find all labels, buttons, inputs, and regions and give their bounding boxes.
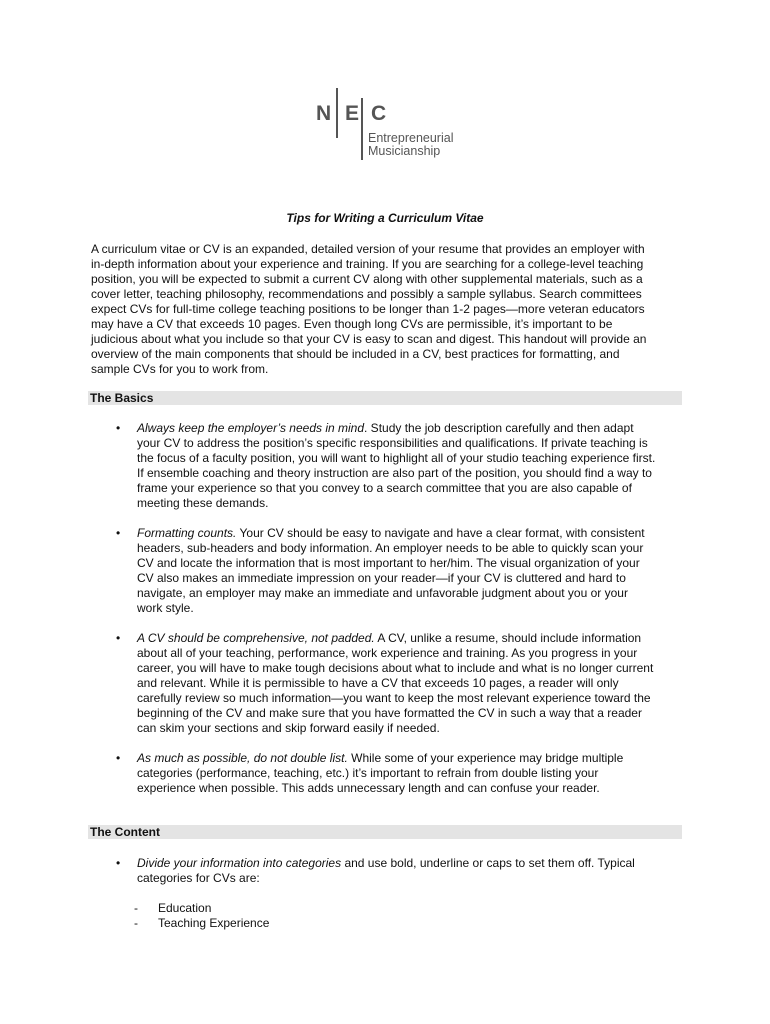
bullet-line: CV also makes an immediate impression on your reader—if your CV is cluttered and hard to bbox=[137, 571, 626, 585]
logo-line-2: Musicianship bbox=[368, 144, 441, 158]
bullet-line: navigate, an employer may make an immediate and unfavorable judgment about you or your bbox=[137, 586, 628, 600]
category-item bbox=[134, 901, 245, 916]
intro-line: cover letter, teaching philosophy, recommendations and possibly a sample syllabus. Search committees bbox=[91, 287, 642, 301]
bullet-line: categories for CVs are: bbox=[137, 871, 260, 885]
bullet-line: your CV to address the position’s specific responsibilities and qualifications. If private teaching is bbox=[137, 436, 648, 450]
bullet-line: work style. bbox=[137, 601, 194, 615]
nec-logo bbox=[314, 80, 464, 160]
bullet-lead: Divide your information into categories bbox=[137, 856, 342, 870]
bullet-lead: As much as possible, do not double list. bbox=[137, 751, 348, 765]
dash-marker: - bbox=[134, 901, 138, 915]
intro-line: expect CVs for full-time college teaching positions to be longer than 1-2 pages—more veteran educators bbox=[91, 302, 645, 316]
intro-paragraph bbox=[91, 242, 683, 377]
logo-letter-c: C bbox=[371, 102, 387, 125]
bullet-icon: • bbox=[116, 631, 121, 645]
category-item bbox=[134, 916, 270, 931]
bullet-text: Your CV should be easy to navigate and have a clear format, with consistent bbox=[236, 526, 645, 540]
bullet-line: meeting these demands. bbox=[137, 496, 269, 510]
bullet-line: career, you will have to make tough decisions about what to include and what is no longer current bbox=[137, 661, 654, 675]
bullet-icon: • bbox=[116, 856, 121, 870]
list-item bbox=[116, 421, 697, 511]
bullet-text: . Study the job description carefully and then adapt bbox=[364, 421, 634, 435]
bullet-line: If ensemble coaching and theory instruction are also part of the position, you should find a way to bbox=[137, 466, 652, 480]
intro-line: position, you will be expected to submit a current CV along with other supplemental materials, such as a bbox=[91, 272, 643, 286]
intro-line: A curriculum vitae or CV is an expanded, detailed version of your resume that provides an employer with bbox=[91, 242, 645, 256]
bullet-icon: • bbox=[116, 751, 121, 765]
intro-line: overview of the main components that should be included in a CV, best practices for formatting, and bbox=[91, 347, 620, 361]
bullet-text: and use bold, underline or caps to set them off. Typical bbox=[341, 856, 635, 870]
list-item bbox=[116, 751, 697, 796]
bullet-icon: • bbox=[116, 421, 121, 435]
bullet-line: the focus of a faculty position, you will want to highlight all of your studio teaching experience first. bbox=[137, 451, 656, 465]
section-heading-basics: The Basics bbox=[88, 391, 682, 405]
logo-divider bbox=[336, 88, 338, 138]
dash-marker: - bbox=[134, 916, 138, 930]
category-label: Education bbox=[158, 901, 212, 915]
bullet-line: headers, sub-headers and body information. An employer needs to be able to quickly scan your bbox=[137, 541, 644, 555]
intro-line: judicious about what you include so that your CV is easy to scan and digest. This handout will provide an bbox=[91, 332, 647, 346]
logo-divider bbox=[361, 98, 363, 160]
bullet-line: can skim your sections and skip forward easily if needed. bbox=[137, 721, 440, 735]
logo-line-1: Entrepreneurial bbox=[368, 131, 454, 145]
logo-letter-e: E bbox=[345, 102, 360, 125]
bullet-lead: Always keep the employer’s needs in mind bbox=[137, 421, 365, 435]
intro-line: in-depth information about your experience and training. If you are searching for a college-level teaching bbox=[91, 257, 644, 271]
document-title: Tips for Writing a Curriculum Vitae bbox=[286, 211, 484, 225]
list-item bbox=[116, 856, 697, 886]
bullet-line: and relevant. While it is permissible to have a CV that exceeds 10 pages, a reader will only bbox=[137, 676, 619, 690]
category-label: Teaching Experience bbox=[158, 916, 270, 930]
bullet-line: categories (performance, teaching, etc.) it’s important to refrain from double listing your bbox=[137, 766, 599, 780]
bullet-text: A CV, unlike a resume, should include information bbox=[374, 631, 642, 645]
bullet-line: experience when possible. This adds unnecessary length and can confuse your reader. bbox=[137, 781, 600, 795]
section-heading-content: The Content bbox=[88, 825, 682, 839]
bullet-text: While some of your experience may bridge multiple bbox=[347, 751, 624, 765]
bullet-line: about all of your teaching, performance, work experience and training. As you progress in your bbox=[137, 646, 638, 660]
bullet-lead: A CV should be comprehensive, not padded. bbox=[137, 631, 375, 645]
category-list bbox=[134, 901, 270, 931]
bullet-line: beginning of the CV and make sure that you have formatted the CV in such a way that a reader bbox=[137, 706, 642, 720]
list-item bbox=[116, 526, 697, 616]
bullet-line: carefully review so much information—you want to keep the most relevant experience toward the bbox=[137, 691, 651, 705]
intro-line: may have a CV that exceeds 10 pages. Even though long CVs are permissible, it’s important to be bbox=[91, 317, 613, 331]
list-item bbox=[116, 631, 697, 736]
intro-line: sample CVs for you to work from. bbox=[91, 362, 269, 376]
logo-letter-n: N bbox=[316, 102, 332, 125]
bullet-line: CV and locate the information that is most important to her/him. The visual organization of your bbox=[137, 556, 640, 570]
bullet-line: frame your experience so that you convey to a search committee that you are also capable of bbox=[137, 481, 632, 495]
bullet-lead: Formatting counts. bbox=[137, 526, 237, 540]
bullet-icon: • bbox=[116, 526, 121, 540]
logo-wordmark bbox=[368, 132, 453, 158]
